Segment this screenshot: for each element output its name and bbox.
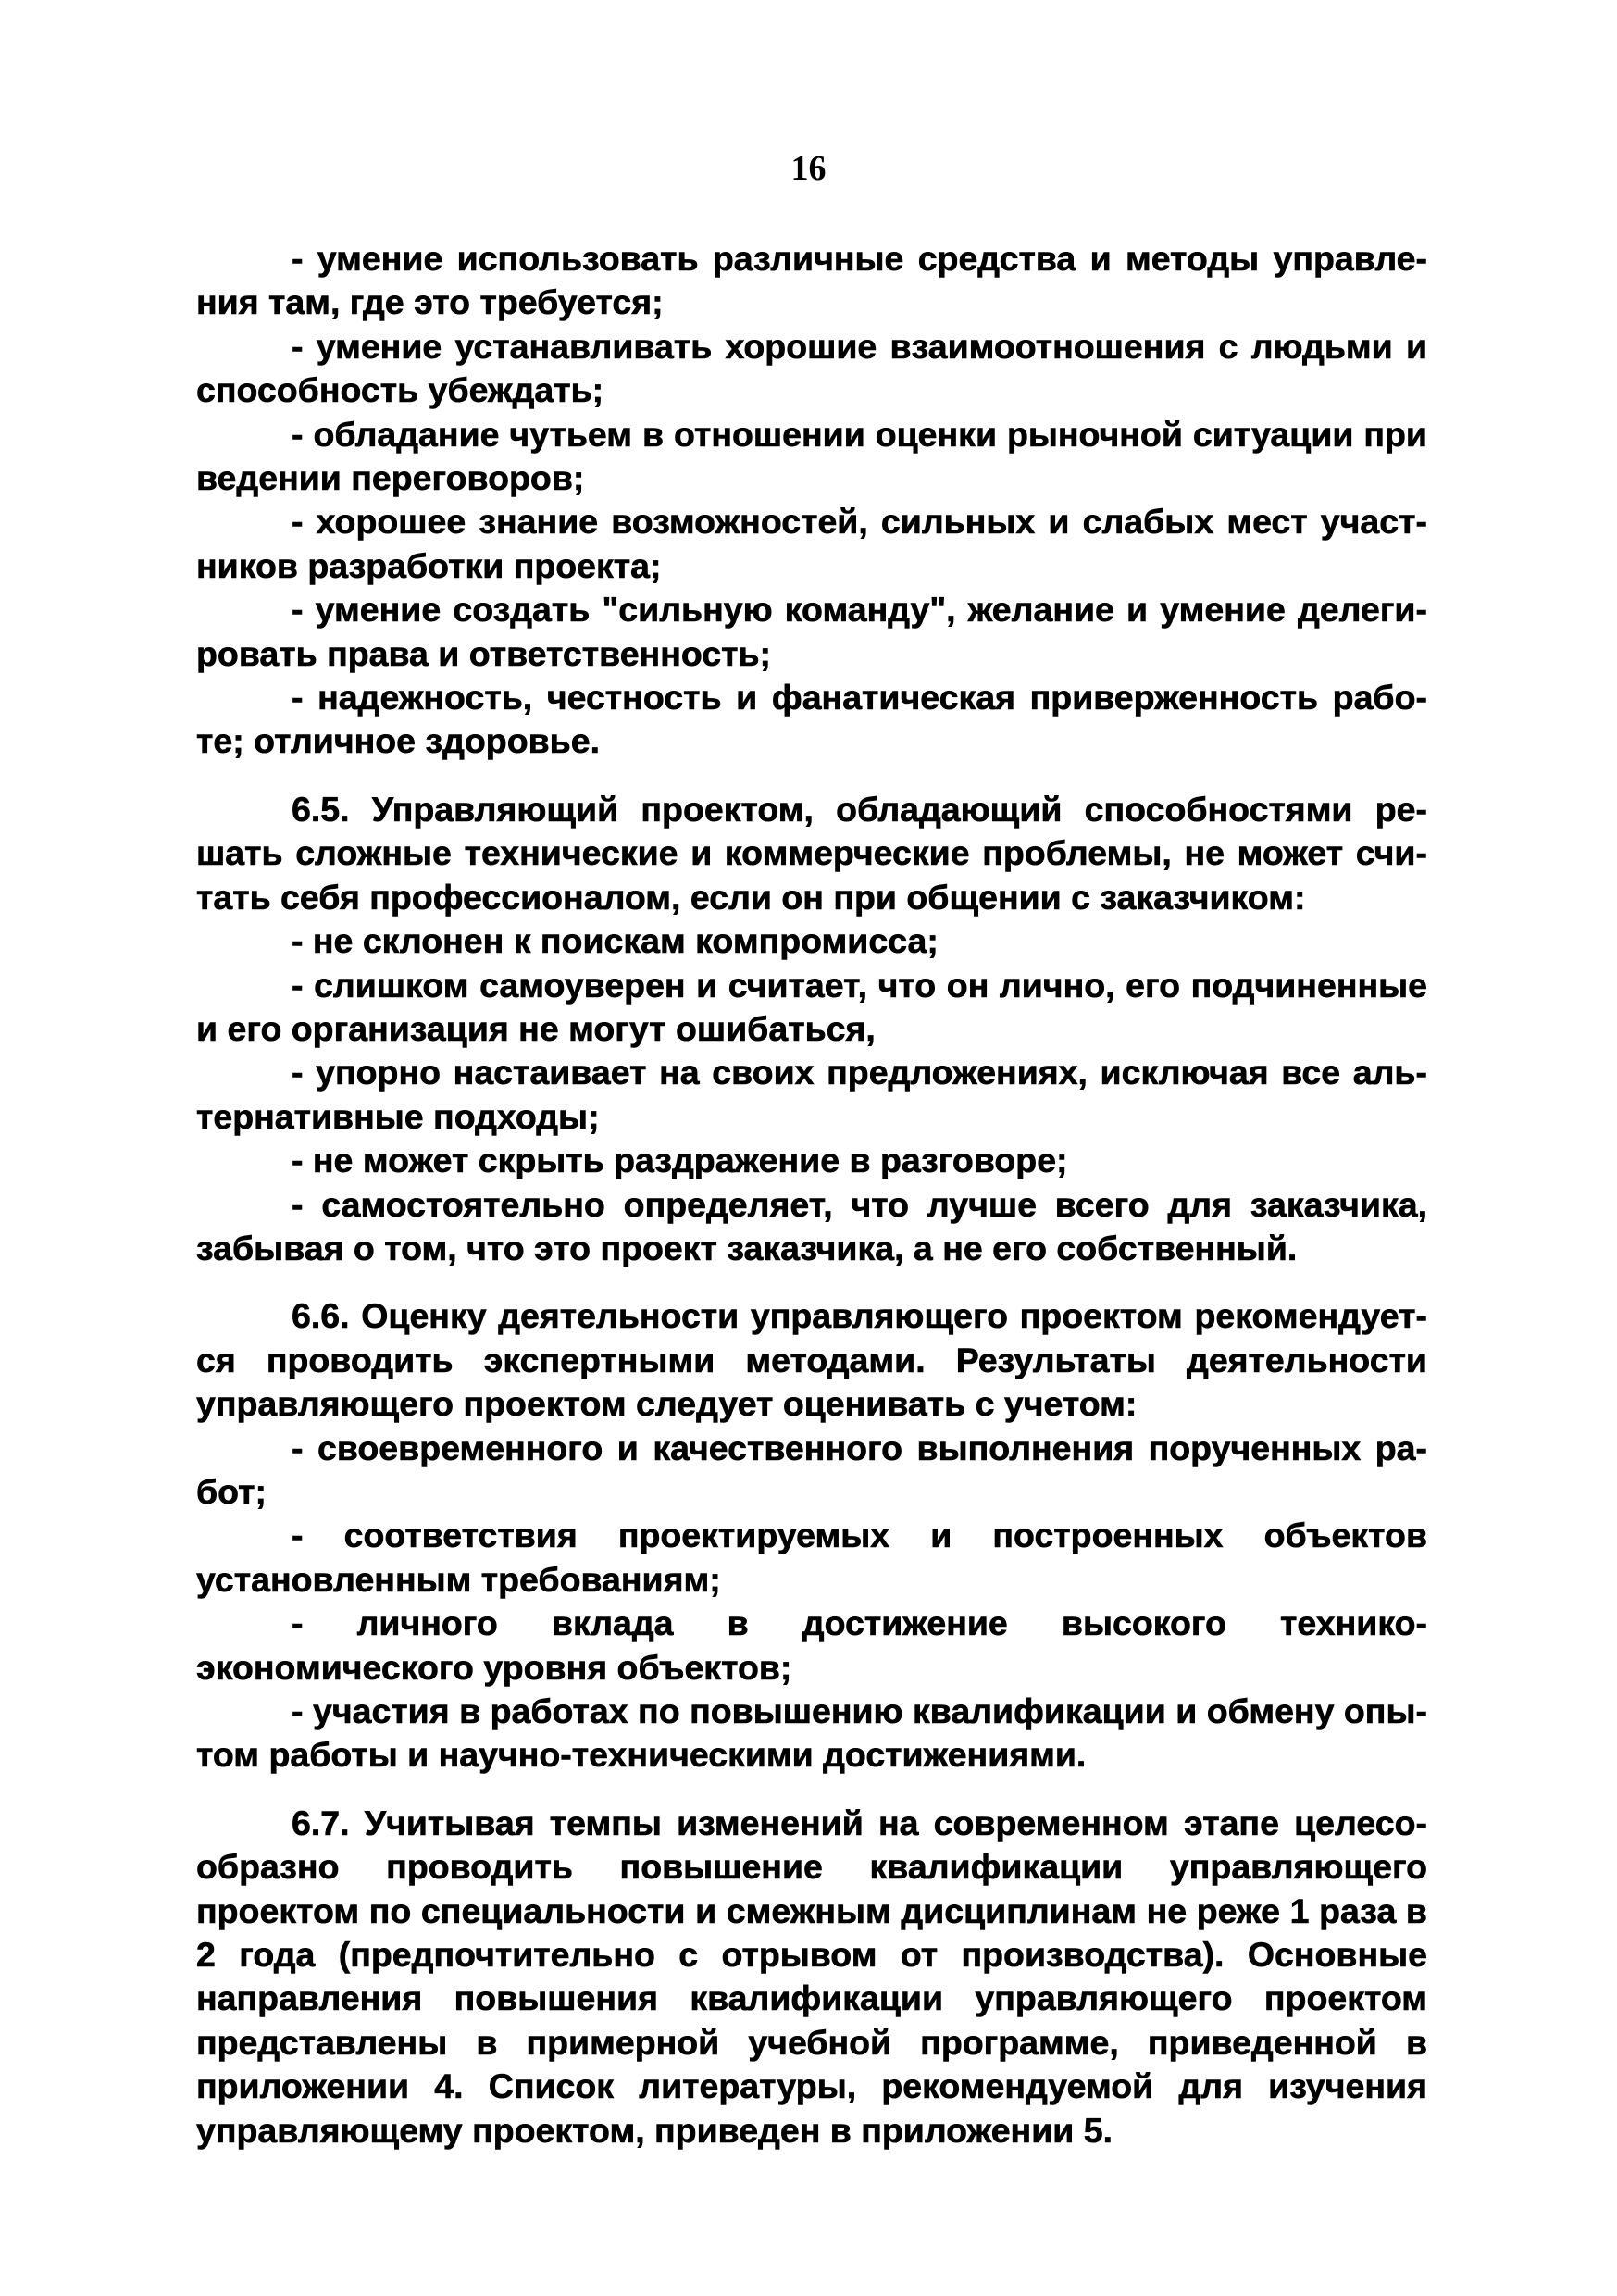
- page-number: 16: [790, 149, 827, 188]
- list-item-item-12: - своевременного и качественного выполнения порученных работ;: [196, 1428, 1427, 1511]
- section-paragraph-section-6-6: 6.6. Оценку деятельности управляющего проектом рекомендуется проводить экспертными методами. Результаты деятельности управляющего проектом следует оценивать с учетом:: [196, 1296, 1427, 1424]
- section-paragraph-section-6-7: 6.7. Учитывая темпы изменений на современном этапе целесообразно проводить повышение квалификации управляющего проектом по специальности и смежным дисциплинам не реже 1 раза в 2 года (предпочтительно с отрывом от производства). Основные направления повышения квалификации управляющего проектом представлены в примерной учебной программе, приведенной в приложении 4. Список литературы, рекомендуемой для изучения управляющему проектом, приведен в приложении 5.: [196, 1803, 1427, 2150]
- list-item-item-4: - хорошее знание возможностей, сильных и слабых мест участников разработки проекта;: [196, 502, 1427, 585]
- list-item-item-6: - надежность, честность и фанатическая приверженность работе; отличное здоровье.: [196, 678, 1427, 761]
- list-item-item-9: - упорно настаивает на своих предложениях, исключая все альтернативные подходы;: [196, 1053, 1427, 1136]
- list-item-item-11: - самостоятельно определяет, что лучше всего для заказчика, забывая о том, что это проект заказчика, а не его собственный.: [196, 1184, 1427, 1267]
- list-item-item-2: - умение устанавливать хорошие взаимоотношения с людьми и способность убеждать;: [196, 326, 1427, 410]
- list-item-item-7: - не склонен к поискам компромисса;: [292, 921, 939, 961]
- list-item-item-5: - умение создать "сильную команду", желание и умение делегировать права и ответственность;: [196, 590, 1427, 673]
- section-paragraph-section-6-5: 6.5. Управляющий проектом, обладающий способностями решать сложные технические и коммерческие проблемы, не может считать себя профессионалом, если он при общении с заказчиком:: [196, 789, 1427, 917]
- list-item-item-13: - соответствия проектируемых и построенных объектов установленным требованиям;: [196, 1516, 1427, 1599]
- list-item-item-10: - не может скрыть раздражение в разговоре;: [292, 1141, 1068, 1180]
- list-item-item-14: - личного вклада в достижение высокого технико-экономического уровня объектов;: [196, 1603, 1427, 1687]
- list-item-item-1: - умение использовать различные средства и методы управления там, где это требуется;: [196, 239, 1427, 322]
- list-item-item-8: - слишком самоуверен и считает, что он лично, его подчиненные и его организация не могут ошибаться,: [196, 965, 1427, 1048]
- body-text: [196, 237, 1427, 2152]
- list-item-item-3: - обладание чутьем в отношении оценки рыночной ситуации при ведении переговоров;: [196, 414, 1427, 498]
- list-item-item-15: - участия в работах по повышению квалификации и обмену опытом работы и научно-техническими достижениями.: [196, 1691, 1427, 1775]
